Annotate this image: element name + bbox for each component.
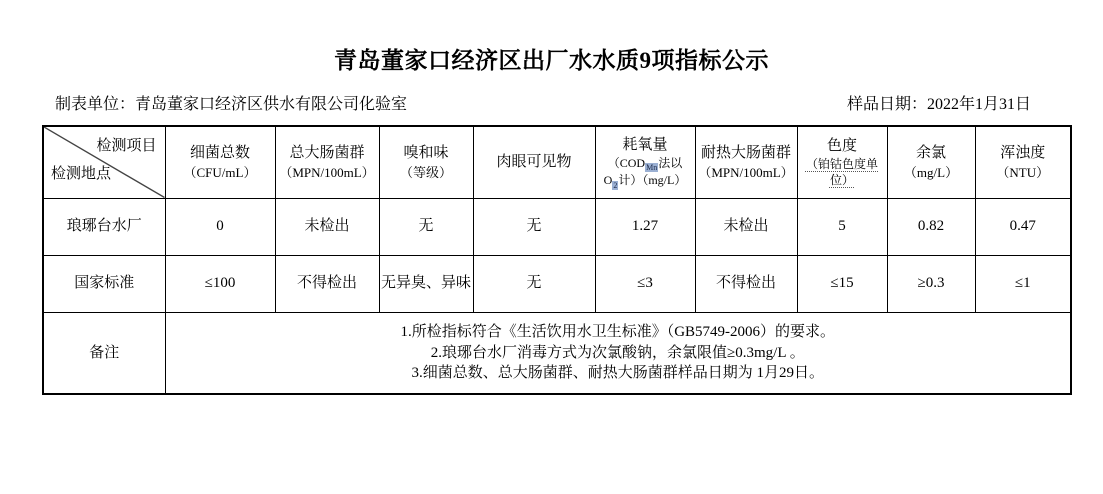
table-cell: 未检出 — [695, 198, 797, 255]
table-cell: ≤3 — [595, 255, 695, 312]
corner-label-items: 检测项目 — [96, 138, 157, 154]
column-header-oxygen-consumption: 耗氧量 （$COD_{Mn}$法以 $O_2$计）（mg/L） — [595, 126, 695, 198]
table-cell: ≥0.3 — [887, 255, 975, 312]
table-cell: 无 — [379, 198, 473, 255]
table-cell: ≤15 — [797, 255, 887, 312]
remark-label: 备注 — [43, 312, 165, 394]
table-cell: 无 — [473, 198, 595, 255]
table-cell: ≤1 — [975, 255, 1071, 312]
table-cell: 1.27 — [595, 198, 695, 255]
column-header-total-coliform: 总大肠菌群 （MPN/100mL） — [275, 126, 379, 198]
column-header-odor-taste: 嗅和味 （等级） — [379, 126, 473, 198]
o2-subscript: 2 — [613, 180, 618, 190]
row-label-national-standard: 国家标准 — [43, 255, 165, 312]
column-header-turbidity: 浑浊度 （NTU） — [975, 126, 1071, 198]
column-header-residual-chlorine: 余氯 （mg/L） — [887, 126, 975, 198]
table-cell: 0.47 — [975, 198, 1071, 255]
row-label-langyatai: 琅琊台水厂 — [43, 198, 165, 255]
table-cell: 无异臭、异味 — [379, 255, 473, 312]
remark-content — [165, 312, 1071, 394]
table-row-langyatai — [43, 198, 1071, 255]
table-cell: 5 — [797, 198, 887, 255]
cod-mn-subscript: Mn — [646, 163, 658, 173]
header-row — [43, 126, 1071, 198]
corner-header-cell — [43, 126, 165, 198]
page-title: 青岛董家口经济区出厂水水质9项指标公示 — [334, 48, 769, 73]
remark-line-2: 2.琅琊台水厂消毒方式为次氯酸钠，余氯限值≥0.3mg/L 。 — [430, 344, 805, 361]
table-row-national-standard — [43, 255, 1071, 312]
table-cell: 不得检出 — [275, 255, 379, 312]
remark-row — [43, 312, 1071, 394]
table-cell: 0 — [165, 198, 275, 255]
table-cell: 0.82 — [887, 198, 975, 255]
maker-unit-label: 制表单位：青岛董家口经济区供水有限公司化验室 — [55, 96, 408, 113]
table-cell: 未检出 — [275, 198, 379, 255]
meta-row — [55, 91, 1031, 114]
table-cell: 不得检出 — [695, 255, 797, 312]
column-header-visible-matter: 肉眼可见物 — [473, 126, 595, 198]
corner-label-location: 检测地点 — [51, 166, 112, 183]
remark-line-3: 3.细菌总数、总大肠菌群、耐热大肠菌群样品日期为 1月29日。 — [411, 364, 824, 381]
column-header-chroma: 色度 （铂钴色度单位） — [797, 126, 887, 198]
sample-date-label: 样品日期：2022年1月31日 — [846, 96, 1031, 113]
column-header-bacteria-total: 细菌总数 （CFU/mL） — [165, 126, 275, 198]
table-cell: ≤100 — [165, 255, 275, 312]
table-cell: 无 — [473, 255, 595, 312]
water-quality-table — [42, 125, 1072, 395]
column-header-thermotolerant-coliform: 耐热大肠菌群 （MPN/100mL） — [695, 126, 797, 198]
remark-line-1: 1.所检指标符合《生活饮用水卫生标准》（GB5749-2006）的要求。 — [400, 324, 836, 341]
